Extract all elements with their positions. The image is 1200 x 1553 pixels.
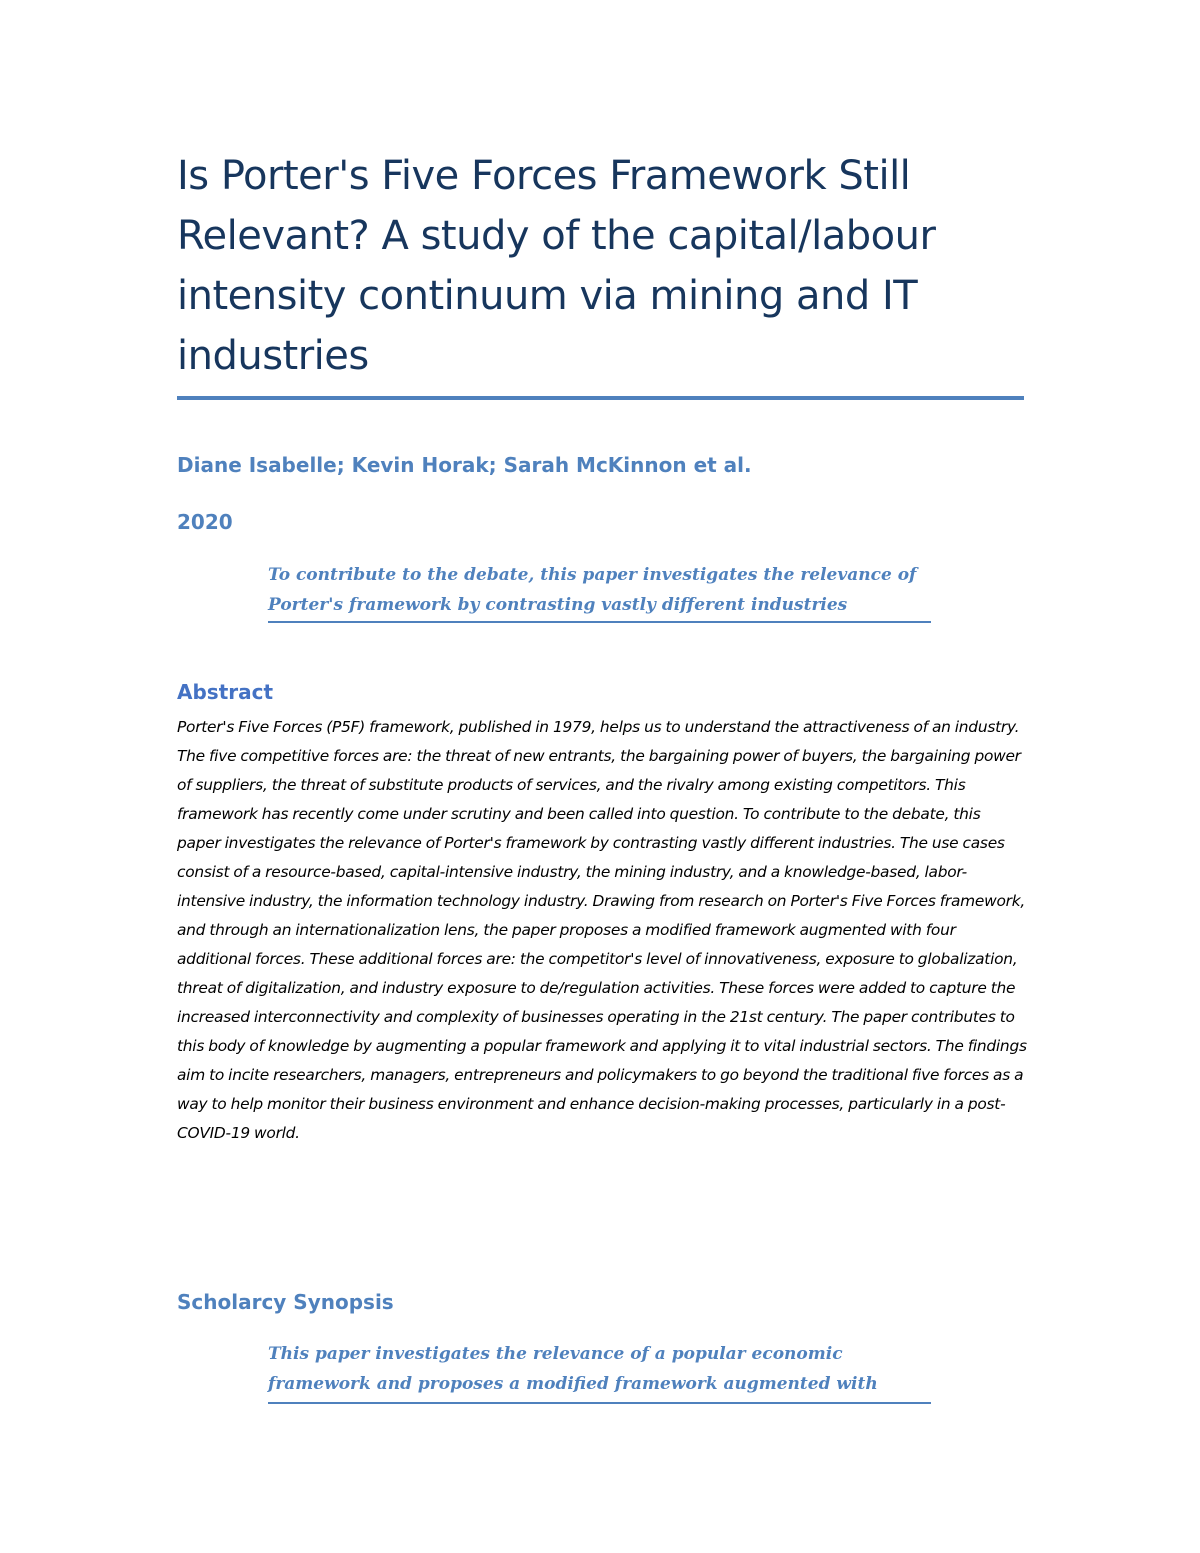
author-list: Diane Isabelle; Kevin Horak; Sarah McKinnon et al. xyxy=(177,453,752,477)
title-underline xyxy=(177,396,1024,400)
publication-year: 2020 xyxy=(177,510,233,534)
abstract-heading: Abstract xyxy=(177,680,274,704)
highlight-quote: To contribute to the debate, this paper investigates the relevance of Porter's framework by contrasting vastly different industries xyxy=(268,565,917,615)
highlight-quote-rule xyxy=(268,621,931,623)
synopsis-quote: This paper investigates the relevance of a popular economic framework and proposes a modified framework augmented with xyxy=(268,1344,878,1394)
synopsis-heading: Scholarcy Synopsis xyxy=(177,1290,394,1314)
document-title: Is Porter's Five Forces Framework Still Relevant? A study of the capital/labour intensity continuum via mining and IT industries xyxy=(177,153,936,379)
synopsis-quote-rule xyxy=(268,1402,931,1404)
abstract-body: Porter's Five Forces (P5F) framework, published in 1979, helps us to understand the attractiveness of an industry. The five competitive forces are: the threat of new entrants, the bargaining power of buyers, the bargaining power of suppliers, the threat of substitute products of services, and the rivalry among existing competitors. This framework has recently come under scrutiny and been called into question. To contribute to the debate, this paper investigates the relevance of Porter's framework by contrasting vastly different industries. The use cases consist of a resource-based, capital-intensive industry, the mining industry, and a knowledge-based, labor-intensive industry, the information technology industry. Drawing from research on Porter's Five Forces framework, and through an internationalization lens, the paper proposes a modified framework augmented with four additional forces. These additional forces are: the competitor's level of innovativeness, exposure to globalization, threat of digitalization, and industry exposure to de/regulation activities. These forces were added to capture the increased interconnectivity and complexity of businesses operating in the 21st century. The paper contributes to this body of knowledge by augmenting a popular framework and applying it to vital industrial sectors. The findings aim to incite researchers, managers, entrepreneurs and policymakers to go beyond the traditional five forces as a way to help monitor their business environment and enhance decision-making processes, particularly in a post-COVID-19 world. xyxy=(177,718,1027,1142)
